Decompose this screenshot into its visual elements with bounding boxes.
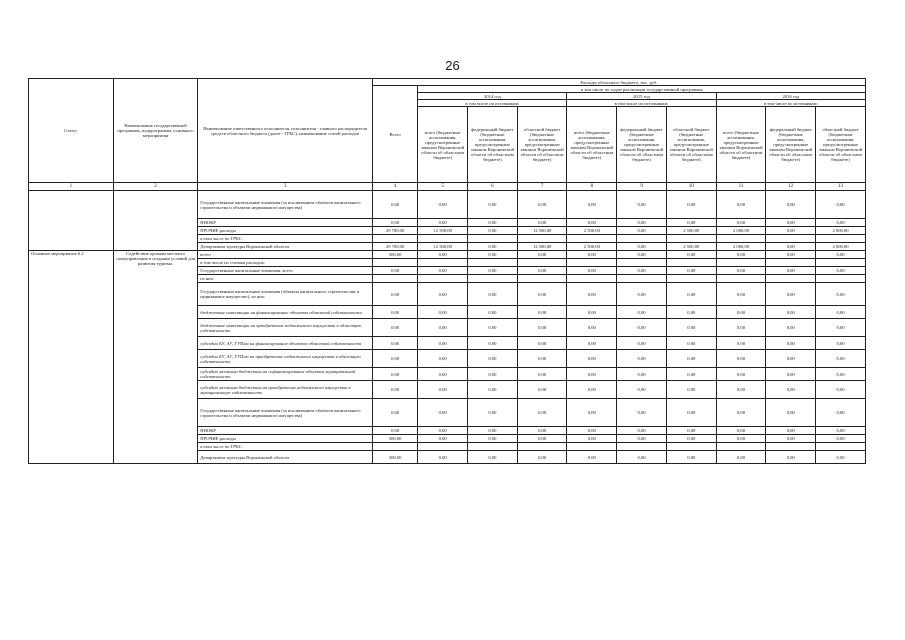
value-cell: 0,00: [517, 219, 567, 227]
value-cell: [468, 235, 518, 243]
value-cell: [468, 259, 518, 267]
value-cell: [517, 235, 567, 243]
value-cell: [816, 235, 866, 243]
value-cell: 0,00: [766, 219, 816, 227]
value-cell: 0,00: [666, 267, 716, 275]
value-cell: 0,00: [468, 267, 518, 275]
value-cell: 0,00: [617, 381, 667, 399]
value-cell: 0,00: [617, 350, 667, 368]
row-label: ПРОЧИЕ расходы: [198, 435, 373, 443]
value-cell: 0,00: [468, 381, 518, 399]
value-cell: 0,00: [567, 350, 617, 368]
value-cell: 0,00: [372, 219, 417, 227]
budget-table: [28, 78, 866, 464]
value-cell: 0,00: [716, 219, 766, 227]
value-cell: 0,00: [468, 306, 518, 319]
value-cell: 0,00: [617, 399, 667, 427]
value-cell: [468, 275, 518, 283]
row-label: субсидии БУ, АУ, ГУПам на приобретение недвижимого имущества в областную собственность: [198, 350, 373, 368]
value-cell: 0,00: [567, 283, 617, 306]
value-cell: 0,00: [517, 435, 567, 443]
value-cell: 0,00: [666, 337, 716, 350]
value-cell: [617, 275, 667, 283]
row-label: бюджетные инвестиции на финансирование объектов областной собственности: [198, 306, 373, 319]
value-cell: 0,00: [716, 283, 766, 306]
page-number: 26: [445, 58, 460, 73]
value-cell: 0,00: [617, 243, 667, 251]
value-cell: 0,00: [372, 350, 417, 368]
value-cell: 0,00: [418, 399, 468, 427]
value-cell: 0,00: [666, 319, 716, 337]
value-cell: [418, 235, 468, 243]
value-cell: [716, 259, 766, 267]
row-label: из них:: [198, 275, 373, 283]
value-cell: 2 500,00: [666, 227, 716, 235]
row-label: субсидии местным бюджетам на приобретение недвижимого имущества в муниципальную собственность: [198, 381, 373, 399]
value-cell: 0,00: [666, 283, 716, 306]
value-cell: 0,00: [766, 451, 816, 464]
value-cell: 0,00: [418, 319, 468, 337]
value-cell: 0,00: [517, 368, 567, 381]
value-cell: [468, 443, 518, 451]
value-cell: 0,00: [418, 381, 468, 399]
value-cell: 0,00: [517, 337, 567, 350]
value-cell: 0,00: [567, 267, 617, 275]
status-cell: [29, 191, 114, 251]
value-cell: 0,00: [372, 427, 417, 435]
value-cell: 0,00: [816, 267, 866, 275]
value-cell: 0,00: [816, 319, 866, 337]
value-cell: 0,00: [418, 427, 468, 435]
value-cell: 29 700,00: [372, 243, 417, 251]
value-cell: 0,00: [816, 350, 866, 368]
row-label: всего: [198, 251, 373, 259]
value-cell: 0,00: [418, 368, 468, 381]
value-cell: 0,00: [617, 306, 667, 319]
value-cell: 0,00: [816, 251, 866, 259]
value-cell: 0,00: [468, 219, 518, 227]
value-cell: 2 500,00: [666, 243, 716, 251]
value-cell: 0,00: [666, 399, 716, 427]
value-cell: 0,00: [468, 350, 518, 368]
value-cell: 0,00: [766, 381, 816, 399]
value-cell: 0,00: [766, 427, 816, 435]
value-cell: [666, 275, 716, 283]
header-sources-2014: в том числе по источникам:: [418, 100, 567, 107]
value-cell: 0,00: [716, 368, 766, 381]
column-number: 1: [29, 183, 114, 191]
header-col-regional: областной бюджет (бюджетные ассигнования, предусмотренные законом Воронежской области об областном бюджете): [816, 107, 866, 183]
value-cell: 0,00: [468, 251, 518, 259]
row-label: НИОКР: [198, 219, 373, 227]
value-cell: 0,00: [766, 227, 816, 235]
row-label: Департамент культуры Воронежской области: [198, 243, 373, 251]
header-col-all: всего (бюджетные ассигнования, предусмотренные законом Воронежской области об областном бюджете): [716, 107, 766, 183]
value-cell: 0,00: [666, 251, 716, 259]
value-cell: [372, 259, 417, 267]
value-cell: 0,00: [517, 267, 567, 275]
value-cell: 0,00: [372, 267, 417, 275]
value-cell: 0,00: [468, 368, 518, 381]
header-col-federal: федеральный бюджет (бюджетные ассигнования, предусмотренные законом Воронежской области об областном бюджете): [766, 107, 816, 183]
value-cell: [816, 443, 866, 451]
value-cell: 0,00: [418, 306, 468, 319]
value-cell: 0,00: [567, 451, 617, 464]
value-cell: 0,00: [372, 337, 417, 350]
header-sources-2016: в том числе по источникам:: [716, 100, 865, 107]
value-cell: 0,00: [468, 191, 518, 219]
value-cell: 2 000,00: [816, 243, 866, 251]
value-cell: 0,00: [418, 451, 468, 464]
value-cell: 0,00: [567, 427, 617, 435]
value-cell: 0,00: [666, 451, 716, 464]
value-cell: 0,00: [567, 251, 617, 259]
column-number: 11: [716, 183, 766, 191]
value-cell: 0,00: [816, 306, 866, 319]
value-cell: 0,00: [517, 399, 567, 427]
value-cell: [617, 259, 667, 267]
header-col-federal: федеральный бюджет (бюджетные ассигнования, предусмотренные законом Воронежской области об областном бюджете): [617, 107, 667, 183]
value-cell: 0,00: [666, 191, 716, 219]
value-cell: [617, 235, 667, 243]
value-cell: 0,00: [766, 399, 816, 427]
value-cell: 0,00: [372, 283, 417, 306]
value-cell: 0,00: [617, 191, 667, 219]
value-cell: 0,00: [716, 381, 766, 399]
value-cell: 0,00: [766, 368, 816, 381]
value-cell: [418, 275, 468, 283]
header-col-federal: федеральный бюджет (бюджетные ассигнования, предусмотренные законом Воронежской области об областном бюджете): [468, 107, 518, 183]
value-cell: 0,00: [716, 399, 766, 427]
column-number: 7: [517, 183, 567, 191]
value-cell: [517, 259, 567, 267]
value-cell: [418, 443, 468, 451]
value-cell: 0,00: [617, 319, 667, 337]
value-cell: 0,00: [666, 306, 716, 319]
column-number: 9: [617, 183, 667, 191]
value-cell: 300,00: [372, 435, 417, 443]
value-cell: 0,00: [567, 399, 617, 427]
value-cell: [716, 275, 766, 283]
table-row: [29, 251, 866, 259]
value-cell: 12 500,00: [418, 243, 468, 251]
value-cell: 0,00: [517, 251, 567, 259]
value-cell: 0,00: [666, 350, 716, 368]
row-label: субсидии местным бюджетам на софинансирование объектов муниципальной собственности: [198, 368, 373, 381]
value-cell: 0,00: [372, 399, 417, 427]
value-cell: [816, 275, 866, 283]
row-label: Государственные капитальные вложения (за исключением объектов капитального строительства и объектов недвижимого имущества): [198, 399, 373, 427]
header-budget-title: Расходы областного бюджета, тыс. руб.: [372, 79, 865, 86]
value-cell: 0,00: [716, 267, 766, 275]
value-cell: [766, 275, 816, 283]
value-cell: 0,00: [716, 337, 766, 350]
status-cell: Основное мероприятие 6.2: [29, 251, 114, 464]
row-label: Государственные капитальные вложения (за исключением объектов капитального строительства и объектов недвижимого имущества): [198, 191, 373, 219]
value-cell: 0,00: [617, 427, 667, 435]
row-label: ПРОЧИЕ расходы: [198, 227, 373, 235]
value-cell: 0,00: [517, 283, 567, 306]
row-label: в том числе по ГРБС:: [198, 235, 373, 243]
value-cell: 0,00: [567, 368, 617, 381]
header-year-2014: 2014 год: [418, 93, 567, 100]
value-cell: 0,00: [716, 251, 766, 259]
value-cell: [716, 443, 766, 451]
value-cell: [567, 235, 617, 243]
value-cell: 2 000,00: [716, 227, 766, 235]
value-cell: 0,00: [766, 337, 816, 350]
value-cell: 300,00: [372, 451, 417, 464]
header-by-years: в том числе по годам реализации государственной программы: [418, 86, 866, 93]
value-cell: 0,00: [617, 337, 667, 350]
value-cell: 0,00: [567, 319, 617, 337]
value-cell: 29 700,00: [372, 227, 417, 235]
column-number: 3: [198, 183, 373, 191]
value-cell: 0,00: [517, 319, 567, 337]
program-name-cell: [113, 191, 198, 251]
value-cell: 0,00: [766, 267, 816, 275]
value-cell: [617, 443, 667, 451]
value-cell: 0,00: [468, 399, 518, 427]
value-cell: 0,00: [766, 191, 816, 219]
row-label: Государственные капитальные вложения, всего: [198, 267, 373, 275]
value-cell: 0,00: [617, 451, 667, 464]
header-sources-2015: в том числе по источникам:: [567, 100, 716, 107]
value-cell: 12 500,00: [418, 227, 468, 235]
value-cell: 2 000,00: [716, 243, 766, 251]
column-number: 2: [113, 183, 198, 191]
value-cell: 0,00: [567, 191, 617, 219]
value-cell: 0,00: [418, 435, 468, 443]
value-cell: 0,00: [766, 283, 816, 306]
value-cell: 0,00: [372, 191, 417, 219]
value-cell: 0,00: [517, 191, 567, 219]
value-cell: 0,00: [766, 251, 816, 259]
value-cell: 0,00: [716, 435, 766, 443]
value-cell: [666, 443, 716, 451]
value-cell: 0,00: [666, 219, 716, 227]
column-number-row: [29, 183, 866, 191]
value-cell: 0,00: [567, 435, 617, 443]
value-cell: 0,00: [418, 219, 468, 227]
value-cell: 0,00: [816, 427, 866, 435]
value-cell: 0,00: [372, 306, 417, 319]
value-cell: 0,00: [666, 435, 716, 443]
value-cell: [567, 259, 617, 267]
value-cell: 0,00: [468, 435, 518, 443]
value-cell: 0,00: [468, 427, 518, 435]
header-col-all: всего (бюджетные ассигнования, предусмотренные законом Воронежской области об областном бюджете): [567, 107, 617, 183]
value-cell: 0,00: [716, 451, 766, 464]
value-cell: 0,00: [567, 306, 617, 319]
program-name-cell: Содействие органам местного самоуправления в создании условий для развития туризма.: [113, 251, 198, 464]
value-cell: 0,00: [517, 306, 567, 319]
value-cell: 0,00: [468, 227, 518, 235]
value-cell: 0,00: [816, 399, 866, 427]
row-label: в том числе по статьям расходов:: [198, 259, 373, 267]
value-cell: 0,00: [468, 283, 518, 306]
value-cell: 0,00: [617, 283, 667, 306]
value-cell: [766, 235, 816, 243]
value-cell: 0,00: [418, 337, 468, 350]
header-executor: Наименование ответственного исполнителя, исполнителя - главного распорядителя средств областного бюджета (далее - ГРБС), наименование статей расходов: [198, 79, 373, 183]
value-cell: 0,00: [816, 451, 866, 464]
column-number: 8: [567, 183, 617, 191]
value-cell: 0,00: [567, 337, 617, 350]
header-year-2015: 2015 год: [567, 93, 716, 100]
value-cell: 0,00: [816, 191, 866, 219]
value-cell: [766, 443, 816, 451]
value-cell: 0,00: [468, 243, 518, 251]
value-cell: 0,00: [517, 381, 567, 399]
header-status: Статус: [29, 79, 114, 183]
value-cell: 0,00: [666, 427, 716, 435]
value-cell: 0,00: [468, 337, 518, 350]
value-cell: [666, 235, 716, 243]
value-cell: 2 500,00: [567, 227, 617, 235]
value-cell: 0,00: [418, 267, 468, 275]
value-cell: 0,00: [716, 306, 766, 319]
value-cell: 0,00: [567, 381, 617, 399]
value-cell: 0,00: [418, 350, 468, 368]
column-number: 12: [766, 183, 816, 191]
value-cell: 0,00: [816, 435, 866, 443]
value-cell: 0,00: [617, 267, 667, 275]
value-cell: 0,00: [716, 350, 766, 368]
row-label: субсидии БУ, АУ, ГУПам на финансирование объектов областной собственности: [198, 337, 373, 350]
value-cell: 0,00: [666, 381, 716, 399]
value-cell: 0,00: [617, 368, 667, 381]
value-cell: [517, 443, 567, 451]
value-cell: 0,00: [372, 319, 417, 337]
value-cell: 0,00: [617, 435, 667, 443]
value-cell: [372, 443, 417, 451]
value-cell: [418, 259, 468, 267]
value-cell: 0,00: [816, 368, 866, 381]
header-col-all: всего (бюджетные ассигнования, предусмотренные законом Воронежской области об областном бюджете): [418, 107, 468, 183]
header-total: Всего: [372, 86, 417, 183]
value-cell: 0,00: [766, 350, 816, 368]
value-cell: 0,00: [372, 381, 417, 399]
row-label: Департамент культуры Воронежской области: [198, 451, 373, 464]
value-cell: [666, 259, 716, 267]
value-cell: 0,00: [666, 368, 716, 381]
value-cell: 0,00: [617, 227, 667, 235]
value-cell: [567, 275, 617, 283]
header-col-regional: областной бюджет (бюджетные ассигнования, предусмотренные законом Воронежской области об областном бюджете): [517, 107, 567, 183]
value-cell: 0,00: [716, 319, 766, 337]
value-cell: 0,00: [468, 319, 518, 337]
value-cell: 0,00: [716, 191, 766, 219]
value-cell: 12 500,00: [517, 227, 567, 235]
row-label: Государственные капитальные вложения (объекты капитального строительства и недвижимое имущество), из них:: [198, 283, 373, 306]
row-label: в том числе по ГРБС:: [198, 443, 373, 451]
value-cell: 2 500,00: [567, 243, 617, 251]
value-cell: [517, 275, 567, 283]
value-cell: 0,00: [617, 251, 667, 259]
value-cell: 12 500,00: [517, 243, 567, 251]
row-label: НИОКР: [198, 427, 373, 435]
column-number: 13: [816, 183, 866, 191]
value-cell: 0,00: [766, 306, 816, 319]
value-cell: [372, 235, 417, 243]
value-cell: 300,00: [372, 251, 417, 259]
value-cell: 0,00: [567, 219, 617, 227]
value-cell: 0,00: [418, 191, 468, 219]
column-number: 10: [666, 183, 716, 191]
table-row: [29, 191, 866, 219]
value-cell: [766, 259, 816, 267]
value-cell: 0,00: [766, 319, 816, 337]
column-number: 6: [468, 183, 518, 191]
value-cell: 0,00: [418, 251, 468, 259]
value-cell: 0,00: [816, 283, 866, 306]
row-label: бюджетные инвестиции на приобретение недвижимого имущества в областную собственность: [198, 319, 373, 337]
column-number: 5: [418, 183, 468, 191]
header-col-regional: областной бюджет (бюджетные ассигнования, предусмотренные законом Воронежской области об областном бюджете): [666, 107, 716, 183]
value-cell: 0,00: [716, 427, 766, 435]
value-cell: [372, 275, 417, 283]
value-cell: 2 000,00: [816, 227, 866, 235]
value-cell: 0,00: [816, 219, 866, 227]
value-cell: 0,00: [766, 243, 816, 251]
value-cell: 0,00: [418, 283, 468, 306]
value-cell: [716, 235, 766, 243]
value-cell: 0,00: [517, 427, 567, 435]
value-cell: 0,00: [517, 350, 567, 368]
header-program-name: Наименование государственной программы, подпрограммы, основного мероприятия: [113, 79, 198, 183]
value-cell: 0,00: [517, 451, 567, 464]
value-cell: 0,00: [816, 381, 866, 399]
header-year-2016: 2016 год: [716, 93, 865, 100]
value-cell: 0,00: [617, 219, 667, 227]
value-cell: [567, 443, 617, 451]
column-number: 4: [372, 183, 417, 191]
value-cell: 0,00: [816, 337, 866, 350]
value-cell: [816, 259, 866, 267]
value-cell: 0,00: [766, 435, 816, 443]
value-cell: 0,00: [468, 451, 518, 464]
value-cell: 0,00: [372, 368, 417, 381]
